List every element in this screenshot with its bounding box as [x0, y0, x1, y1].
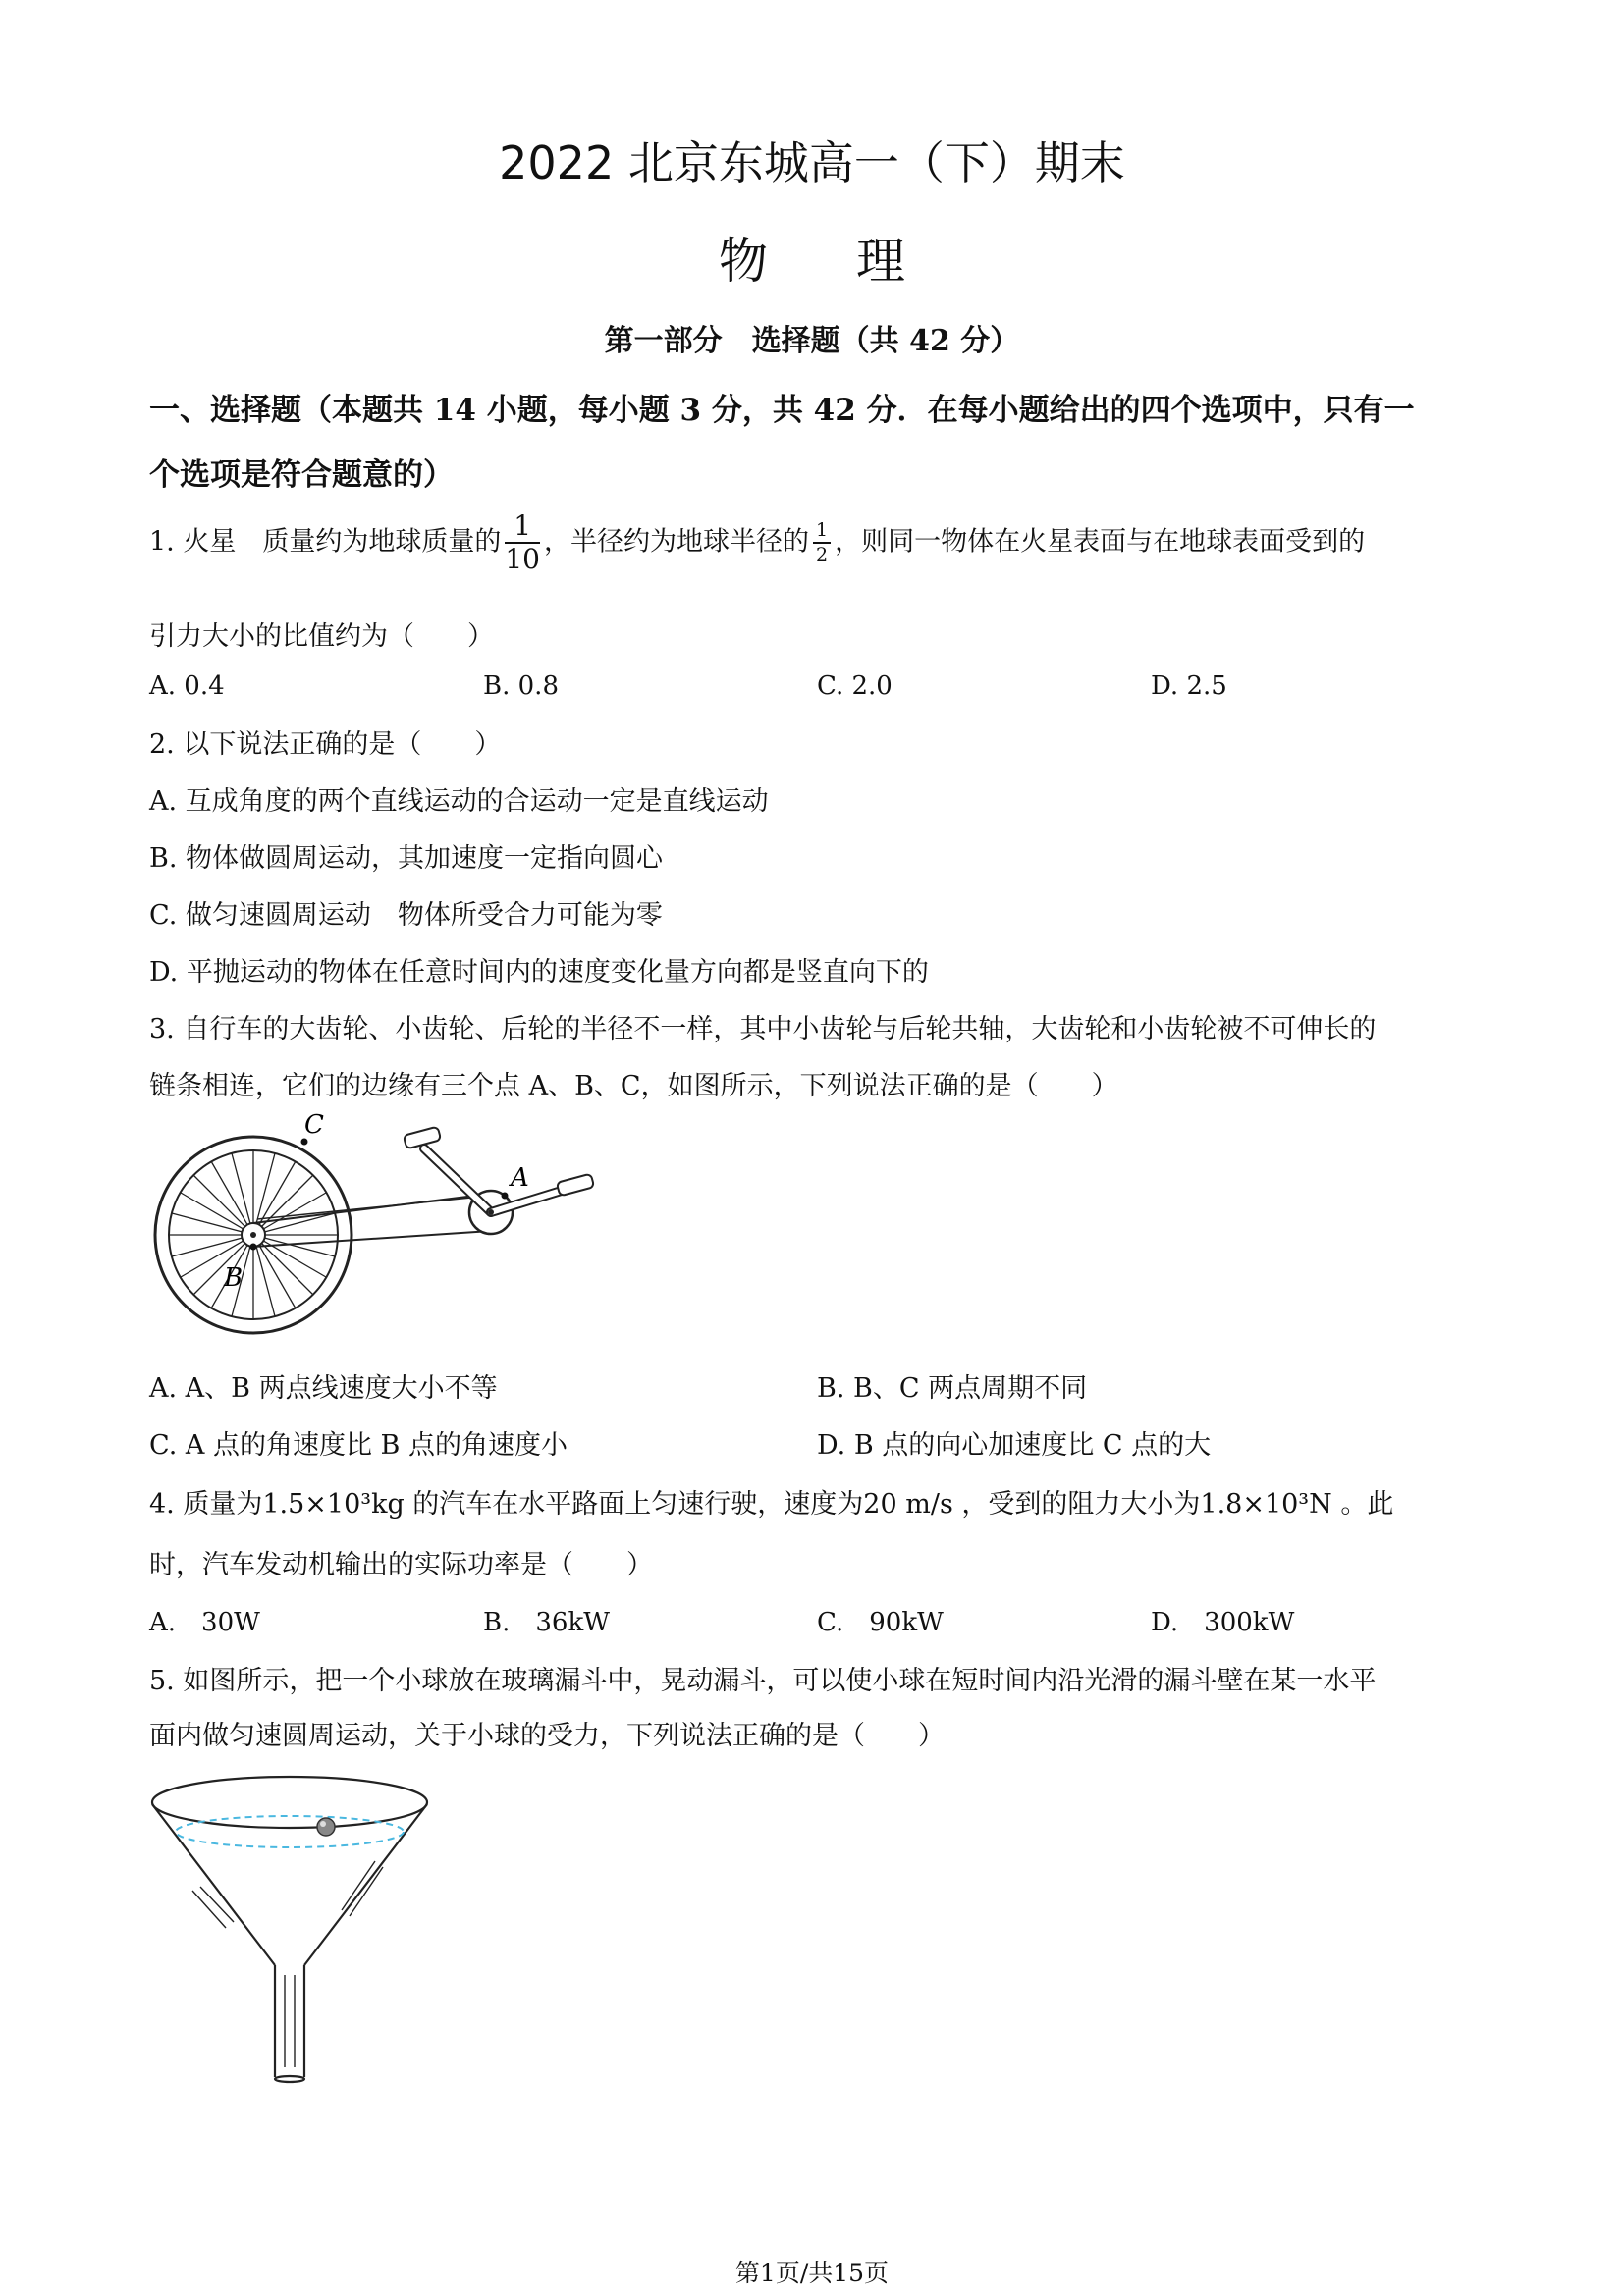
q5-line2: 面内做匀速圆周运动，关于小球的受力，下列说法正确的是（ ） — [149, 1721, 945, 1751]
q1-option-b[interactable]: B. 0.8 — [483, 671, 559, 701]
q1-text-b: ，半径约为地球半径的 — [543, 526, 809, 558]
small-ball — [317, 1818, 335, 1836]
q4-line2: 时，汽车发动机输出的实际功率是（ ） — [149, 1550, 653, 1580]
frame-tube — [257, 1198, 471, 1219]
q3-option-c[interactable]: C. A 点的角速度比 B 点的角速度小 — [149, 1430, 568, 1461]
exam-title: 2022 北京东城高一（下）期末 — [499, 136, 1125, 189]
subject-title: 物理 — [719, 233, 994, 290]
part-heading: 第一部分 选择题（共 42 分） — [604, 324, 1020, 358]
chain-bottom — [253, 1231, 491, 1247]
funnel-wall-left — [152, 1804, 275, 1965]
q2-option-b[interactable]: B. 物体做圆周运动，其加速度一定指向圆心 — [149, 843, 664, 874]
q3-option-b[interactable]: B. B、C 两点周期不同 — [817, 1373, 1088, 1404]
q1-text-a: 1. 火星 质量约为地球质量的 — [149, 526, 502, 558]
q2-option-a[interactable]: A. 互成角度的两个直线运动的合运动一定是直线运动 — [149, 786, 769, 817]
label-a: A — [511, 1163, 529, 1193]
funnel-figure — [147, 1773, 442, 2097]
q1-frac1-den: 10 — [505, 543, 540, 575]
circular-path-dashed — [176, 1816, 404, 1847]
q1-line1 — [149, 509, 1366, 575]
q1-fraction-radius — [813, 521, 831, 564]
point-a-dot — [502, 1193, 509, 1200]
q3-option-d[interactable]: D. B 点的向心加速度比 C 点的大 — [817, 1430, 1212, 1461]
pedal-lower — [557, 1174, 594, 1197]
q3-line2: 链条相连，它们的边缘有三个点 A、B、C，如图所示，下列说法正确的是（ ） — [149, 1071, 1118, 1101]
q4-option-a[interactable]: A. 30W — [149, 1608, 260, 1637]
q1-line2: 引力大小的比值约为（ ） — [149, 621, 494, 652]
point-b-dot — [250, 1244, 257, 1251]
pedal-upper — [404, 1127, 441, 1149]
q1-text-c: ，则同一物体在火星表面与在地球表面受到的 — [835, 526, 1366, 558]
q1-option-c[interactable]: C. 2.0 — [817, 671, 893, 701]
q2-option-d[interactable]: D. 平抛运动的物体在任意时间内的速度变化量方向都是竖直向下的 — [149, 957, 929, 988]
q4-option-b[interactable]: B. 36kW — [483, 1608, 610, 1637]
q5-line1: 5. 如图所示，把一个小球放在玻璃漏斗中，晃动漏斗，可以使小球在短时间内沿光滑的漏斗壁在某一水平 — [149, 1666, 1377, 1696]
section-heading-line1: 一、选择题（本题共 14 小题，每小题 3 分，共 42 分．在每小题给出的四个选项中，只有一 — [149, 393, 1415, 428]
q4-option-c[interactable]: C. 90kW — [817, 1608, 944, 1637]
q1-fraction-mass — [505, 509, 540, 575]
q1-option-d[interactable]: D. 2.5 — [1151, 671, 1227, 701]
bicycle-figure — [147, 1109, 609, 1335]
q2-option-c[interactable]: C. 做匀速圆周运动 物体所受合力可能为零 — [149, 900, 663, 931]
section-heading-line2: 个选项是符合题意的） — [149, 457, 454, 493]
q2-stem: 2. 以下说法正确的是（ ） — [149, 729, 502, 760]
label-b: B — [224, 1263, 244, 1293]
funnel-rim — [152, 1777, 427, 1828]
q1-frac1-num: 1 — [505, 512, 540, 544]
q1-frac2-den: 2 — [815, 544, 829, 565]
page-footer: 第1页/共15页 — [734, 2259, 890, 2287]
q1-option-a[interactable]: A. 0.4 — [149, 671, 225, 701]
q4-line1: 4. 质量为1.5×10³kg 的汽车在水平路面上匀速行驶，速度为20 m/s ，受到的阻力大小为1.8×10³N 。此 — [149, 1489, 1394, 1520]
chain-top — [253, 1194, 491, 1223]
label-c: C — [304, 1110, 324, 1140]
q1-frac2-num: 1 — [813, 521, 831, 544]
q4-option-d[interactable]: D. 300kW — [1151, 1608, 1295, 1637]
q3-line1: 3. 自行车的大齿轮、小齿轮、后轮的半径不一样，其中小齿轮与后轮共轴，大齿轮和小齿轮被不可伸长的 — [149, 1014, 1377, 1044]
q3-option-a[interactable]: A. A、B 两点线速度大小不等 — [149, 1373, 498, 1404]
